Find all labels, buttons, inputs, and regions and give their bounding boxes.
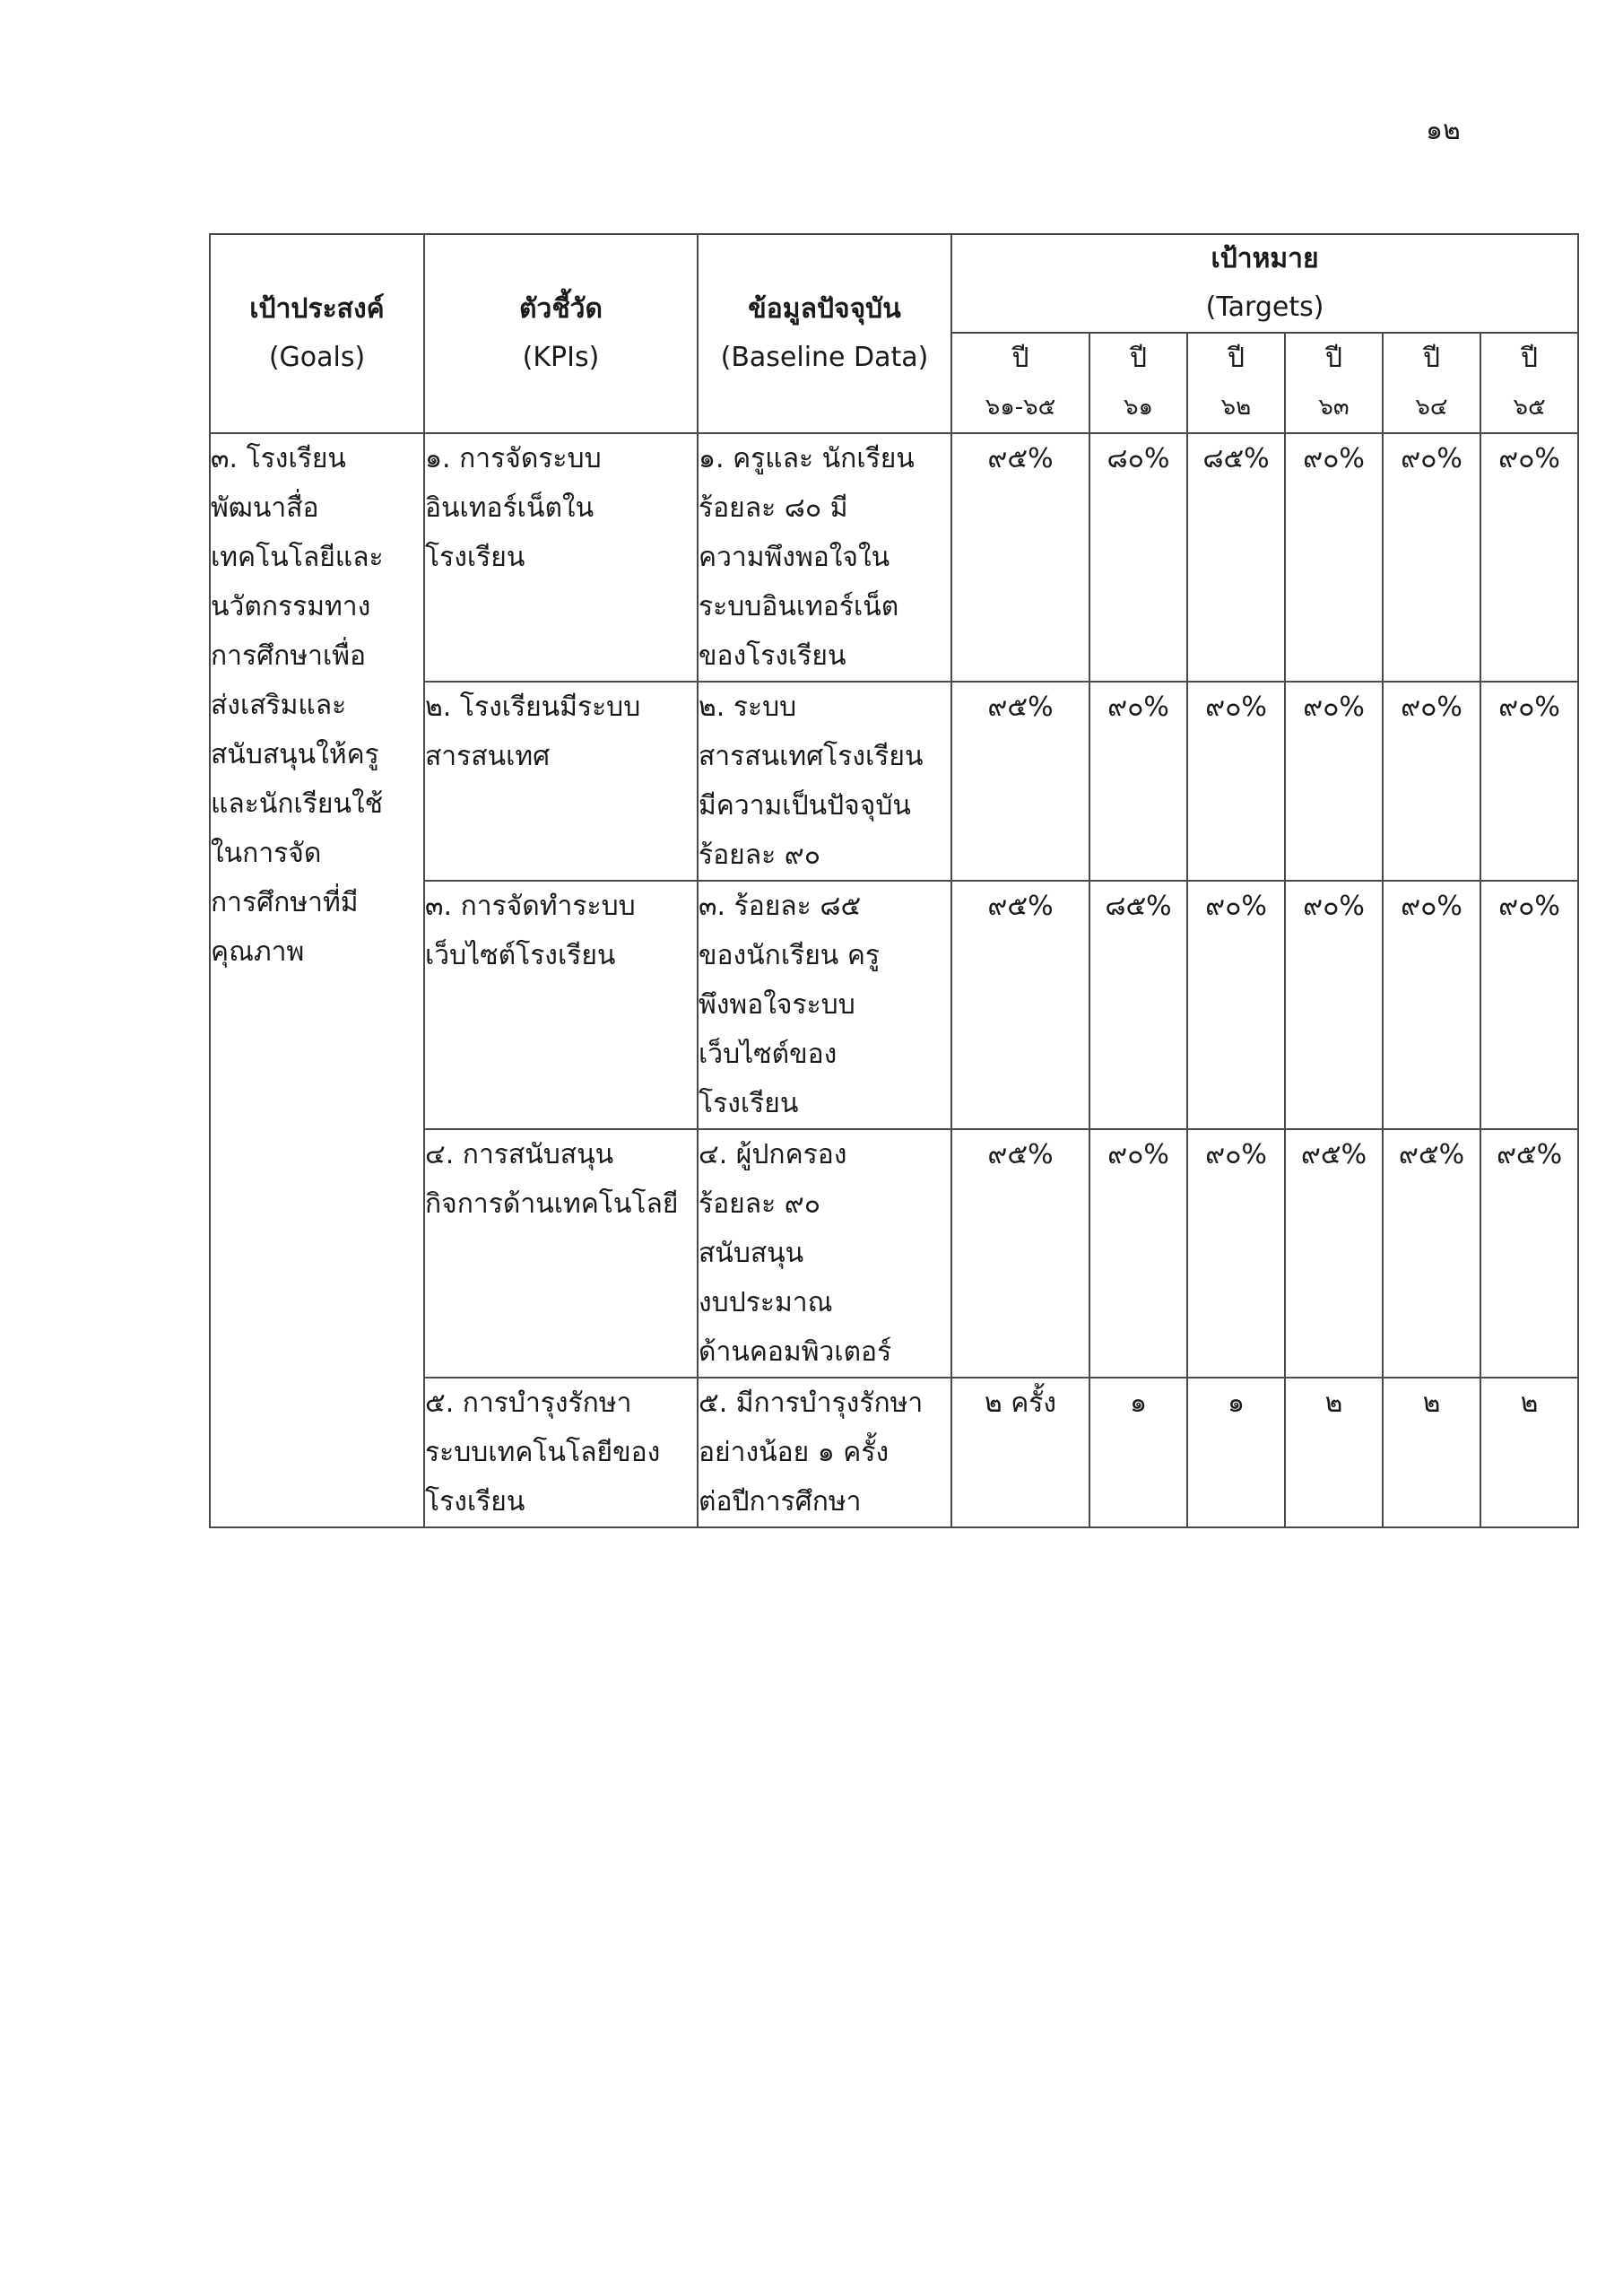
target-cell: ๙๕%	[1285, 1129, 1383, 1378]
target-cell: ๙๐%	[1383, 682, 1480, 881]
baseline-cell: ๔. ผู้ปกครอง ร้อยละ ๙๐ สนับสนุน งบประมาณ ด้านคอมพิวเตอร์	[698, 1129, 951, 1378]
target-cell: ๙๐%	[1187, 1129, 1285, 1378]
target-cell: ๒ ครั้ง	[951, 1378, 1089, 1527]
kpi-cell: ๒. โรงเรียนมีระบบ สารสนเทศ	[424, 682, 698, 881]
target-cell: ๙๐%	[1480, 682, 1578, 881]
header-baseline: ข้อมูลปัจจุบัน (Baseline Data)	[698, 234, 951, 433]
target-cell: ๑	[1187, 1378, 1285, 1527]
baseline-cell: ๒. ระบบ สารสนเทศโรงเรียน มีความเป็นปัจจุบัน ร้อยละ ๙๐	[698, 682, 951, 881]
year-header: ปี ๖๕	[1480, 333, 1578, 433]
target-cell: ๙๐%	[1187, 881, 1285, 1129]
target-cell: ๙๐%	[1285, 433, 1383, 682]
target-cell: ๙๕%	[1480, 1129, 1578, 1378]
header-row-1	[210, 234, 1578, 333]
year-header: ปี ๖๓	[1285, 333, 1383, 433]
kpi-cell: ๑. การจัดระบบ อินเทอร์เน็ตใน โรงเรียน	[424, 433, 698, 682]
target-cell: ๒	[1285, 1378, 1383, 1527]
baseline-cell: ๓. ร้อยละ ๘๕ ของนักเรียน ครู พึงพอใจระบบ เว็บไซต์ของ โรงเรียน	[698, 881, 951, 1129]
kpi-cell: ๔. การสนับสนุน กิจการด้านเทคโนโลยี	[424, 1129, 698, 1378]
kpi-table	[209, 233, 1579, 1528]
target-cell: ๘๕%	[1187, 433, 1285, 682]
target-cell: ๙๕%	[951, 682, 1089, 881]
table-row	[210, 433, 1578, 682]
target-cell: ๙๐%	[1285, 682, 1383, 881]
kpi-cell: ๕. การบำรุงรักษา ระบบเทคโนโลยีของ โรงเรียน	[424, 1378, 698, 1527]
target-cell: ๙๕%	[951, 881, 1089, 1129]
goal-cell: ๓. โรงเรียน พัฒนาสื่อ เทคโนโลยีและ นวัตกรรมทาง การศึกษาเพื่อ ส่งเสริมและ สนับสนุนให้ครู และนักเรียนใช้ ในการจัด การศึกษาที่มี คุณภาพ	[210, 433, 424, 1527]
target-cell: ๙๐%	[1089, 682, 1187, 881]
year-header: ปี ๖๑	[1089, 333, 1187, 433]
target-cell: ๙๐%	[1089, 1129, 1187, 1378]
baseline-cell: ๑. ครูและ นักเรียน ร้อยละ ๘๐ มี ความพึงพอใจใน ระบบอินเทอร์เน็ต ของโรงเรียน	[698, 433, 951, 682]
target-cell: ๙๕%	[951, 1129, 1089, 1378]
target-cell: ๙๐%	[1480, 881, 1578, 1129]
target-cell: ๙๕%	[951, 433, 1089, 682]
baseline-cell: ๕. มีการบำรุงรักษา อย่างน้อย ๑ ครั้ง ต่อปีการศึกษา	[698, 1378, 951, 1527]
header-goals: เป้าประสงค์ (Goals)	[210, 234, 424, 433]
target-cell: ๙๐%	[1187, 682, 1285, 881]
target-cell: ๘๕%	[1089, 881, 1187, 1129]
target-cell: ๑	[1089, 1378, 1187, 1527]
year-header: ปี ๖๒	[1187, 333, 1285, 433]
header-targets: เป้าหมาย (Targets)	[951, 234, 1578, 333]
target-cell: ๙๐%	[1383, 433, 1480, 682]
year-header: ปี ๖๑-๖๕	[951, 333, 1089, 433]
year-header: ปี ๖๔	[1383, 333, 1480, 433]
header-kpis: ตัวชี้วัด (KPIs)	[424, 234, 698, 433]
target-cell: ๙๐%	[1480, 433, 1578, 682]
target-cell: ๒	[1383, 1378, 1480, 1527]
target-cell: ๒	[1480, 1378, 1578, 1527]
target-cell: ๙๐%	[1285, 881, 1383, 1129]
target-cell: ๙๕%	[1383, 1129, 1480, 1378]
page-number: ๑๒	[1426, 115, 1461, 146]
kpi-cell: ๓. การจัดทำระบบ เว็บไซต์โรงเรียน	[424, 881, 698, 1129]
target-cell: ๙๐%	[1383, 881, 1480, 1129]
target-cell: ๘๐%	[1089, 433, 1187, 682]
